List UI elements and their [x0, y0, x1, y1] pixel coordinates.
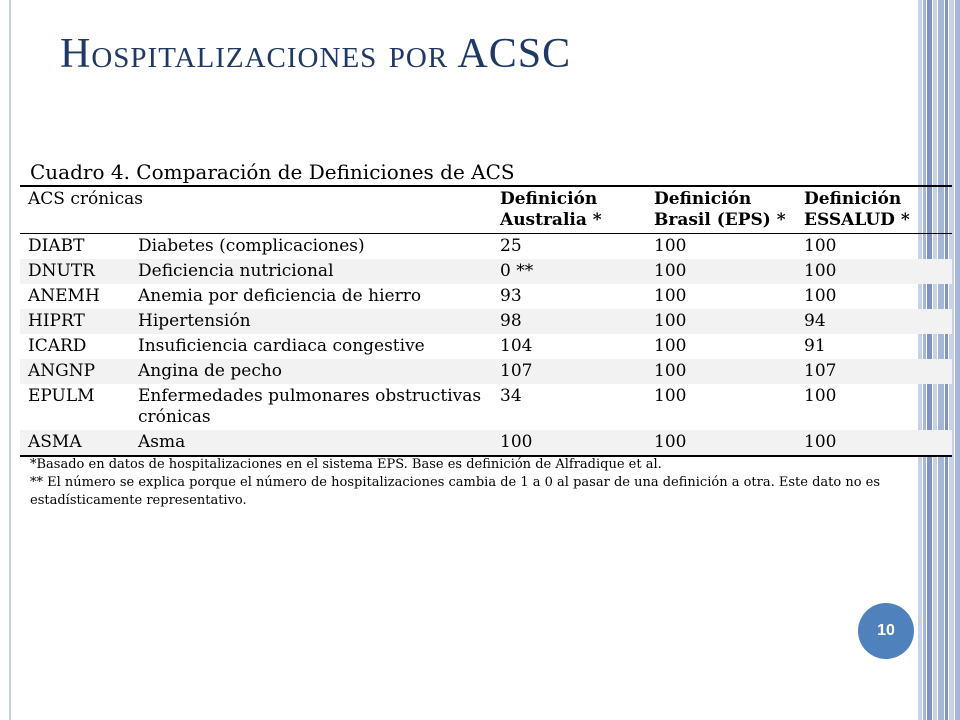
- table-header-row: [20, 186, 952, 234]
- table-row: [20, 334, 952, 359]
- cell-name: Asma: [130, 430, 492, 456]
- footnotes: [30, 456, 950, 510]
- table-row: [20, 284, 952, 309]
- cell-australia: 34: [500, 386, 522, 406]
- cell-australia: 25: [500, 236, 522, 256]
- cell-essalud: 100: [804, 386, 837, 406]
- cell-brasil: 100: [646, 430, 796, 456]
- cell-essalud: 91: [804, 336, 826, 356]
- cell-code: DIABT: [28, 236, 85, 256]
- cell-essalud: 94: [796, 309, 952, 334]
- cell-code: HIPRT: [20, 309, 130, 334]
- header-essalud-line1: Definición: [804, 189, 902, 209]
- cell-brasil: 100: [654, 336, 687, 356]
- footnote-1: *Basado en datos de hospitalizaciones en el sistema EPS. Base es definición de Alfradique et al.: [30, 457, 662, 472]
- table-row: [20, 359, 952, 384]
- header-essalud-line2: ESSALUD *: [804, 210, 910, 230]
- cell-australia: 0 **: [492, 259, 646, 284]
- cell-name: Insuficiencia cardiaca congestive: [138, 336, 425, 356]
- table-row: [20, 309, 952, 334]
- cell-essalud: 100: [796, 259, 952, 284]
- header-brasil: [646, 186, 796, 234]
- header-brasil-line2: Brasil (EPS) *: [654, 210, 786, 230]
- cell-code: ANGNP: [20, 359, 130, 384]
- header-australia-line1: Definición: [500, 189, 598, 209]
- table-row: [20, 384, 952, 430]
- cell-essalud: 107: [796, 359, 952, 384]
- cell-name: Diabetes (complicaciones): [138, 236, 365, 256]
- cell-brasil: 100: [646, 259, 796, 284]
- header-group-label: ACS crónicas: [20, 186, 492, 234]
- cell-name: Angina de pecho: [130, 359, 492, 384]
- cell-australia: 93: [500, 286, 522, 306]
- cell-name: Hipertensión: [130, 309, 492, 334]
- slide-title: Hospitalizaciones por ACSC: [60, 31, 572, 77]
- cell-code: ASMA: [20, 430, 130, 456]
- cell-essalud: 100: [796, 430, 952, 456]
- cell-australia: 100: [492, 430, 646, 456]
- cell-name: Anemia por deficiencia de hierro: [138, 286, 422, 306]
- cell-code: EPULM: [28, 386, 95, 406]
- cell-code: DNUTR: [20, 259, 130, 284]
- left-border-line: [9, 0, 11, 720]
- cell-brasil: 100: [654, 236, 687, 256]
- cell-code: ICARD: [28, 336, 87, 356]
- decor-stripe: [955, 0, 960, 720]
- table-row: [20, 234, 952, 260]
- header-essalud: [796, 186, 952, 234]
- cell-essalud: 100: [804, 286, 837, 306]
- table-row: [20, 430, 952, 456]
- acs-comparison-table: [20, 185, 952, 457]
- page-number-badge: 10: [858, 603, 914, 659]
- cell-brasil: 100: [654, 286, 687, 306]
- cell-code: ANEMH: [28, 286, 100, 306]
- cell-name: Enfermedades pulmonares obstructivas crónicas: [138, 386, 482, 427]
- cell-australia: 104: [500, 336, 533, 356]
- table-row: [20, 259, 952, 284]
- cell-australia: 98: [492, 309, 646, 334]
- cell-australia: 107: [492, 359, 646, 384]
- header-brasil-line1: Definición: [654, 189, 752, 209]
- table-caption: Cuadro 4. Comparación de Definiciones de ACS: [30, 160, 515, 184]
- cell-brasil: 100: [646, 309, 796, 334]
- cell-brasil: 100: [646, 359, 796, 384]
- header-australia: [492, 186, 646, 234]
- header-australia-line2: Australia *: [500, 210, 602, 230]
- footnote-2: ** El número se explica porque el número de hospitalizaciones cambia de 1 a 0 al pasar de una definición a otra. Este dato no es estadísticamente representativo.: [30, 475, 881, 508]
- cell-brasil: 100: [654, 386, 687, 406]
- cell-essalud: 100: [804, 236, 837, 256]
- cell-name: Deficiencia nutricional: [130, 259, 492, 284]
